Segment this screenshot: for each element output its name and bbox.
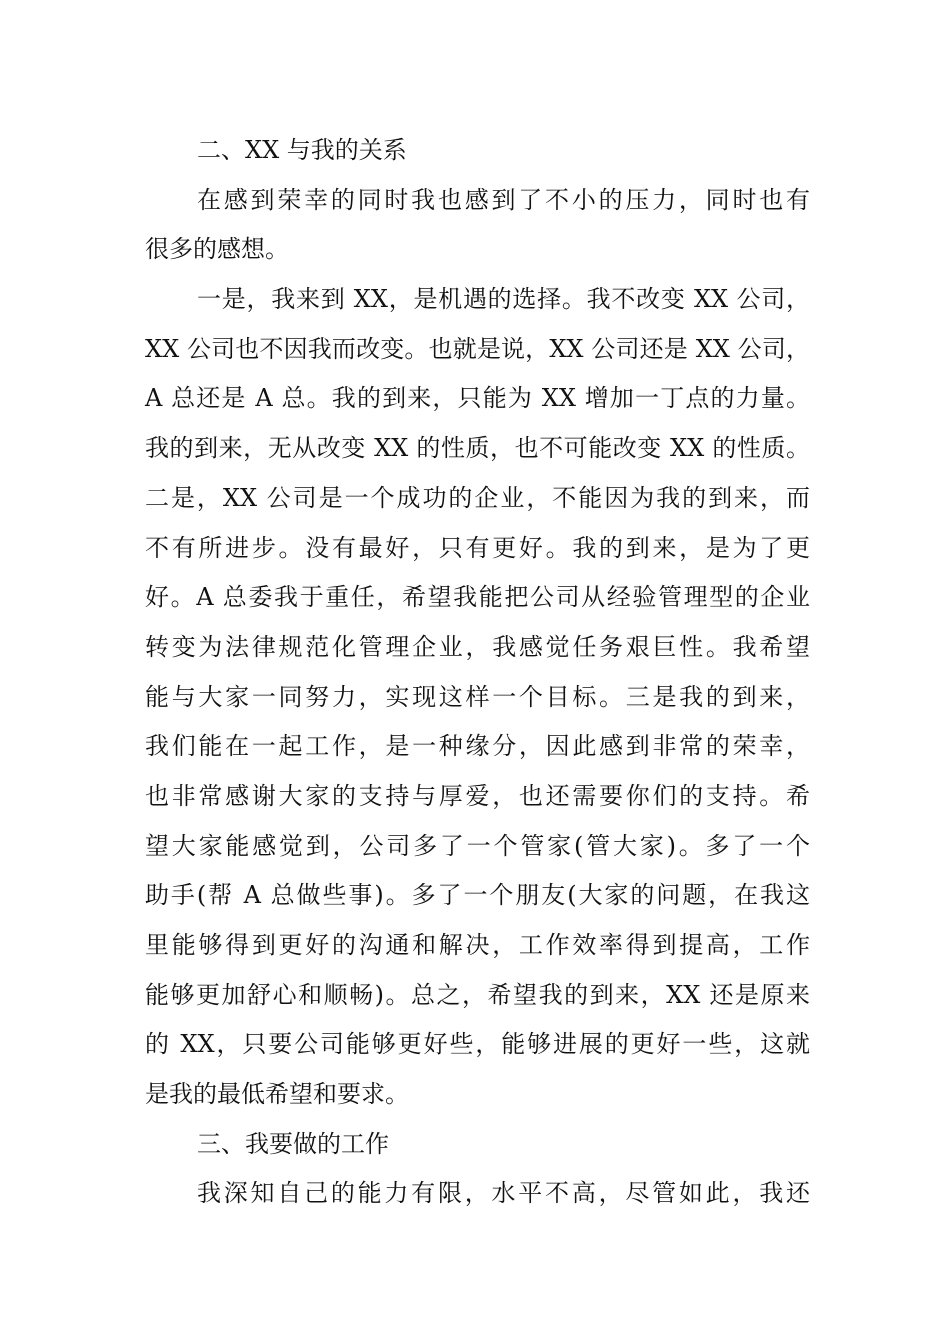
text-line: 一是，我来到 XX，是机遇的选择。我不改变 XX 公司， (197, 285, 810, 314)
text-line: 在感到荣幸的同时我也感到了不小的压力，同时也有 (197, 185, 810, 214)
text-line: 很多的感想。 (145, 235, 289, 264)
text-line: XX 公司也不因我而改变。也就是说，XX 公司还是 XX 公司， (145, 334, 810, 363)
text-line: 的 XX，只要公司能够更好些，能够进展的更好一些，这就 (145, 1030, 810, 1059)
text-line: 助手(帮 A 总做些事)。多了一个朋友(大家的问题，在我这 (145, 881, 810, 910)
text-line: 我们能在一起工作，是一种缘分，因此感到非常的荣幸， (145, 732, 810, 761)
text-line: 二、XX 与我的关系 (197, 136, 407, 164)
text-line: 我的到来，无从改变 XX 的性质，也不可能改变 XX 的性质。 (145, 434, 810, 463)
document-page (145, 126, 810, 1219)
text-line: A 总还是 A 总。我的到来，只能为 XX 增加一丁点的力量。 (145, 384, 810, 413)
text-line: 二是，XX 公司是一个成功的企业，不能因为我的到来，而 (145, 483, 810, 512)
text-line: 三、我要做的工作 (197, 1129, 389, 1158)
text-line: 是我的最低希望和要求。 (145, 1080, 409, 1109)
text-line: 望大家能感觉到，公司多了一个管家(管大家)。多了一个 (145, 831, 810, 860)
text-line: 好。A 总委我于重任，希望我能把公司从经验管理型的企业 (145, 583, 810, 612)
text-line: 我深知自己的能力有限，水平不高，尽管如此，我还 (197, 1179, 810, 1208)
text-line: 也非常感谢大家的支持与厚爱，也还需要你们的支持。希 (145, 781, 810, 810)
text-line: 转变为法律规范化管理企业，我感觉任务艰巨性。我希望 (145, 632, 810, 661)
text-line: 能够更加舒心和顺畅)。总之，希望我的到来，XX 还是原来 (145, 980, 810, 1009)
text-line: 里能够得到更好的沟通和解决，工作效率得到提高，工作 (145, 931, 810, 959)
text-line: 能与大家一同努力，实现这样一个目标。三是我的到来， (145, 682, 810, 711)
text-line: 不有所进步。没有最好，只有更好。我的到来，是为了更 (145, 533, 810, 562)
